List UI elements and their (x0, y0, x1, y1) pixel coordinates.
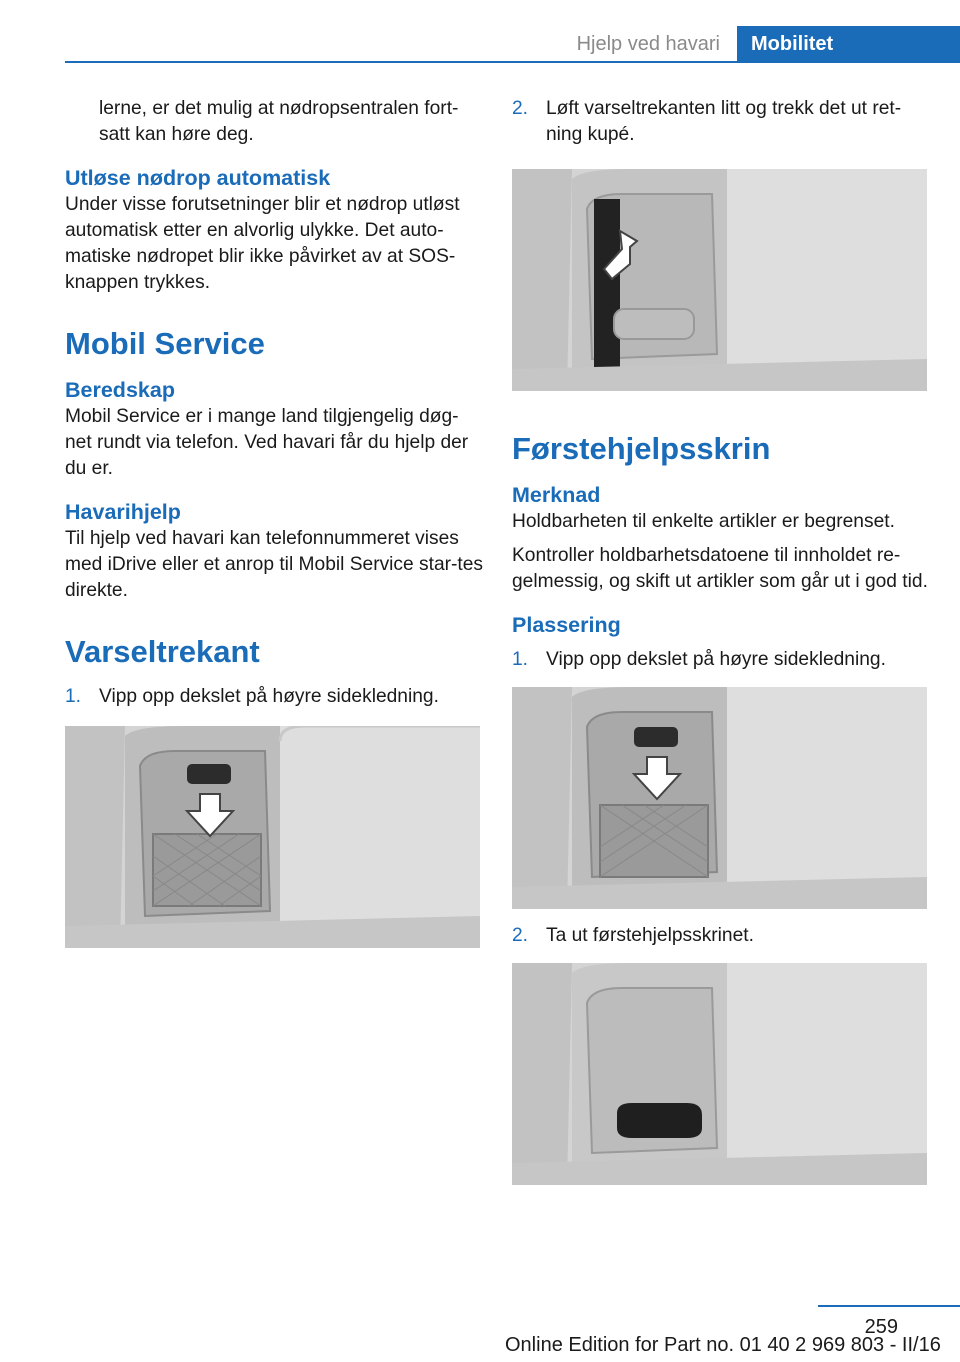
merknad-text-2: Kontroller holdbarhetsdatoene til innholdet re-gelmessig, og skift ut artikler som går ut i god tid. (512, 545, 928, 592)
left-column (65, 96, 485, 948)
havarihjelp-text: Til hjelp ved havari kan telefonnummeret vises med iDrive eller et anrop til Mobil Service star-tes direkte. (65, 528, 484, 601)
header-section-title: Hjelp ved havari (576, 33, 720, 55)
merknad-heading: Merknad (512, 483, 601, 507)
figure-cover-open-left (65, 726, 480, 948)
edition-note: Online Edition for Part no. 01 40 2 969 803 - II/16 (505, 1334, 941, 1356)
step-number: 2. (512, 98, 529, 119)
header-chapter-tab: Mobilitet (737, 26, 960, 62)
figure-first-aid-kit (512, 963, 927, 1185)
continued-text: lerne, er det mulig at nødropsentralen fort-satt kan høre deg. (99, 98, 459, 145)
figure-triangle-remove (512, 169, 927, 391)
auto-heading: Utløse nødrop automatisk (65, 166, 331, 190)
page-number: 259 (864, 1316, 898, 1338)
step-number: 1. (512, 649, 529, 670)
step-text: Vipp opp dekslet på høyre sidekledning. (99, 686, 439, 707)
plassering-heading: Plassering (512, 613, 621, 637)
mobil-service-heading: Mobil Service (65, 326, 265, 361)
plassering-step-1 (512, 647, 932, 673)
varseltrekant-heading: Varseltrekant (65, 634, 260, 669)
step-text: Ta ut førstehjelpsskrinet. (546, 925, 754, 946)
footer-rule (818, 1305, 960, 1307)
step-number: 2. (512, 925, 529, 946)
right-column (512, 96, 932, 1185)
auto-text: Under visse forutsetninger blir et nødrop utløst automatisk etter en alvorlig ulykke. Det auto-matiske nødropet blir ikke påvirket av at SOS-knappen trykkes. (65, 194, 460, 293)
havarihjelp-heading: Havarihjelp (65, 500, 181, 524)
step-number: 1. (65, 686, 82, 707)
forstehjelpsskrin-heading: Førstehjelpsskrin (512, 431, 771, 466)
step-text: Løft varseltrekanten litt og trekk det ut ret-ning kupé. (546, 98, 902, 145)
header-rule (65, 61, 960, 63)
beredskap-heading: Beredskap (65, 378, 175, 402)
figure-cover-open-right (512, 687, 927, 909)
beredskap-text: Mobil Service er i mange land tilgjengelig døg-net rundt via telefon. Ved havari får du hjelp der du er. (65, 406, 469, 479)
step-text: Vipp opp dekslet på høyre sidekledning. (546, 649, 886, 670)
varsel-step-2 (512, 96, 932, 148)
plassering-step-2 (512, 923, 932, 949)
merknad-text-1: Holdbarheten til enkelte artikler er begrenset. (512, 511, 895, 532)
varsel-step-1 (65, 684, 485, 710)
